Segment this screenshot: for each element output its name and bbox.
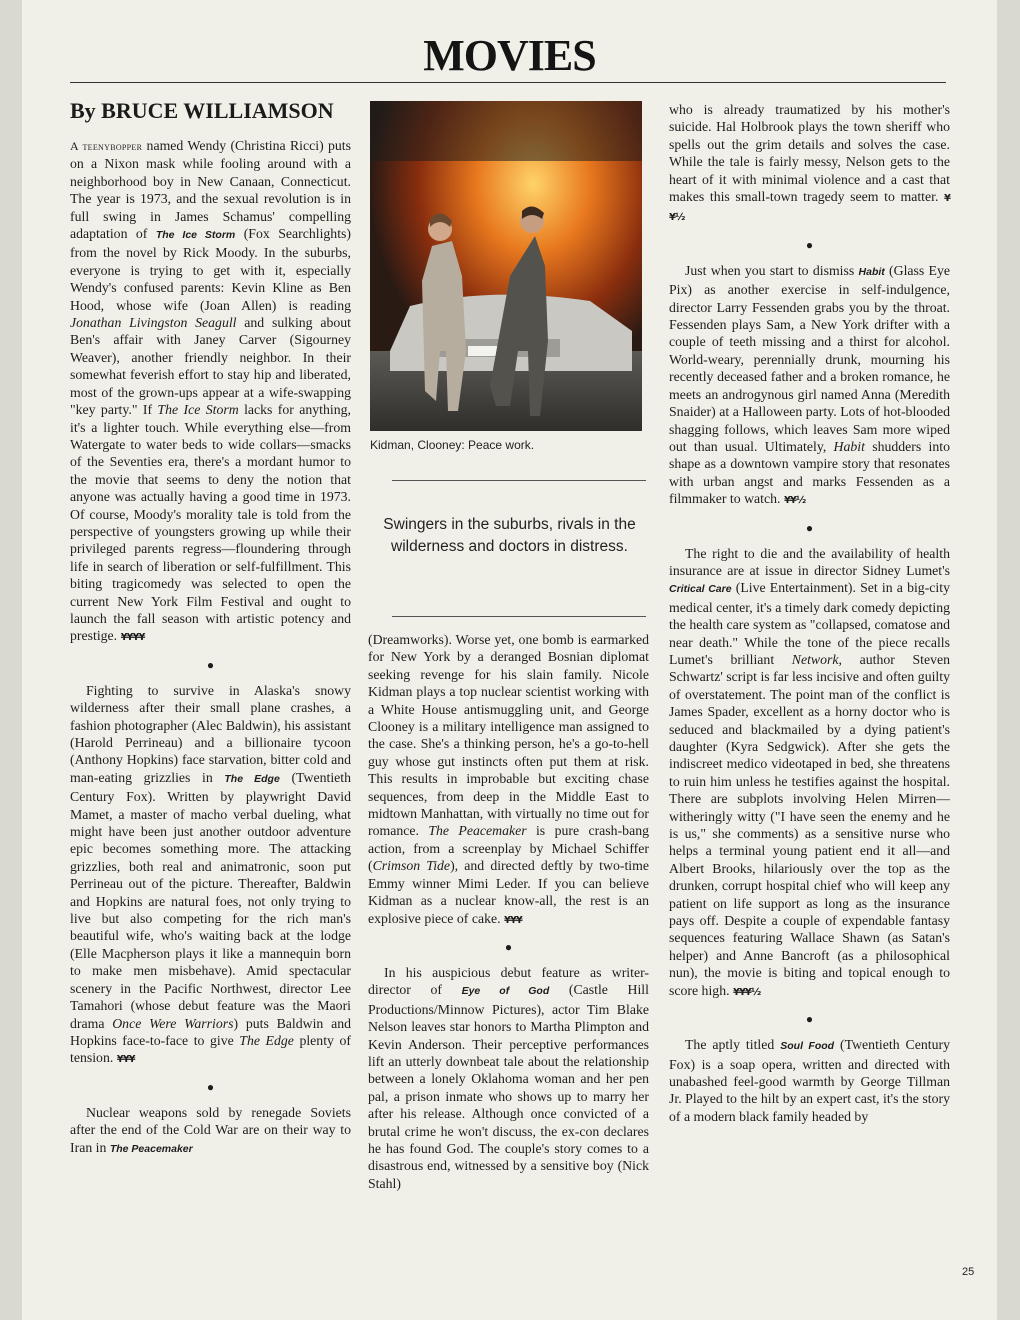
pullquote-rule-bottom (392, 616, 646, 617)
photo-illustration (370, 101, 642, 431)
film-title: Critical Care (669, 583, 732, 596)
byline (70, 98, 334, 124)
lead-in: A teenybopper (70, 139, 143, 153)
rating-badge: ¥¥¥ (504, 914, 522, 926)
review-peacemaker: (Dreamworks). Worse yet, one bomb is earmarked for New York by a deranged Bosnian diplomat seeking revenge for his slain family. Nicole Kidman plays a top nuclear scientist working with a White House antismuggling unit, and George Clooney is a military intelligence man assigned to the case. She's a thinking person, he's a go-to-hell guy whose gut instincts often put them at risk. This results in improbable but exciting chase sequences, from deep in the Middle East to midtown Manhattan, with virtually no time out for romance. The Peacemaker is pure crash-bang action, from a screenplay by Michael Schiffer (Crimson Tide), and directed deftly by two-time Emmy winner Mimi Leder. If you can believe Kidman as a nuclear know-all, the rest is an explosive piece of cake. ¥¥¥ (368, 632, 649, 926)
section-bullet: ● (206, 657, 215, 672)
review-eye-of-god: In his auspicious debut feature as writer-director of Eye of God (Castle Hill Productions/Minnow Pictures), actor Tim Blake Nelson leaves star honors to Martha Plimpton and Kevin Anderson. Their perceptive performances lift an utterly downbeat tale about the relationship between a lonely Oklahoma woman and her pen pal, a prison inmate who shows up to marry her after his release. Although once convicted of a brutal crime he won't discuss, the ex-con declares he has found God. The couple's story comes to a disastrous end, witnessed by a sensitive boy (Nick Stahl) (368, 964, 649, 1191)
title-rule (70, 82, 946, 83)
review-habit: Just when you start to dismiss Habit (Glass Eye Pix) as another exercise in self-indulgence, director Larry Fessenden grabs you by the throat. Fessenden plays Sam, a New York drifter with a couple of teeth missing and a thirst for alcohol. World-weary, perennially drunk, mourning his recently deceased father and a broken romance, he meets an androgynous girl named Anna (Meredith Snaider) at a Halloween party. Lots of hot-blooded shagging follows, which leaves Sam more wiped out than usual. Ultimately, Habit shudders into shape as a downtown vampire story that resonates with urban angst and marks Fessenden as a filmmaker to watch. ¥¥½ (669, 262, 950, 507)
review-eye-of-god-cont: who is already traumatized by his mother's suicide. Hal Holbrook plays the town sheriff who spells out the grim details and solves the case. While the tale is fairly messy, Nelson gets to the heart of it with minimal violence and a cast that makes this small-town tragedy seem to matter. ¥¥½ (669, 102, 950, 224)
film-title: Soul Food (780, 1040, 835, 1053)
review-soul-food: The aptly titled Soul Food (Twentieth Century Fox) is a soap opera, written and directed with unabashed feel-good warmth by George Tillman Jr. Played to the hilt by an expert cast, it's the story of a modern black family headed by (669, 1037, 950, 1124)
photo-caption: Kidman, Clooney: Peace work. (370, 438, 535, 452)
review-peacemaker-start: Nuclear weapons sold by renegade Soviets after the end of the Cold War are on their way to Iran in The Peacemaker (70, 1104, 351, 1155)
column-1 (70, 137, 351, 1158)
pullquote-rule-top (392, 480, 646, 481)
rating-badge: ¥¥½ (783, 495, 806, 507)
rating-badge: ¥¥¥½ (733, 986, 761, 998)
film-title: Habit (858, 265, 885, 278)
rating-badge: ¥¥¥ (116, 1054, 135, 1066)
film-title: The Ice Storm (155, 229, 236, 242)
section-title: MOVIES (423, 31, 596, 80)
section-bullet: ● (504, 939, 513, 954)
section-bullet: ● (805, 520, 814, 535)
section-bullet: ● (805, 237, 814, 252)
page-number: 25 (962, 1266, 975, 1278)
rating-badge: ¥¥¥¥ (120, 632, 145, 644)
pull-quote: Swingers in the suburbs, rivals in the wilderness and doctors in distress. (383, 516, 636, 555)
review-the-edge: Fighting to survive in Alaska's snowy wilderness after their small plane crashes, a fashion photographer (Alec Baldwin), his assistant (Harold Perrineau) and a billionaire tycoon (Anthony Hopkins) face starvation, bitter cold and man-eating grizzlies in The Edge (Twentieth Century Fox). Written by playwright David Mamet, a master of macho verbal dueling, what might have been just another outdoor adventure epic becomes something more. The attacking grizzlies, both real and animatronic, soon put Perrineau out of the picture. Thereafter, Baldwin and Hopkins are natural foes, not only trying to live but also competing for the rich man's beautiful wife, who's waiting back at the lodge (Elle Macpherson plays it like a mannequin born to make men misbehave). Amid spectacular scenery in the Pacific Northwest, director Lee Tamahori (whose debut feature was the Maori drama Once Were Warriors) puts Baldwin and Hopkins face-to-face to give The Edge plenty of tension. ¥¥¥ (70, 682, 352, 1066)
column-3 (669, 101, 950, 1125)
rating-badge: ¥¥½ (669, 193, 950, 224)
column-2 (368, 631, 649, 1192)
film-title: The Peacemaker (109, 1142, 193, 1155)
section-bullet: ● (805, 1012, 814, 1027)
section-bullet: ● (206, 1079, 215, 1094)
byline-text: By BRUCE WILLIAMSON (70, 98, 334, 123)
review-critical-care: The right to die and the availability of health insurance are at issue in director Sidney Lumet's Critical Care (Live Entertainment). Set in a big-city medical center, it's a timely dark comedy depicting the health care system as "collapsed, comatose and near death." While the tone of the piece recalls Lumet's brilliant Network, author Steven Schwartz' script is far less incisive and often guilty of overstatement. The point man of the conflict is James Spader, excellent as a horny doctor who is seduced and blackmailed by a dying patient's daughter (Kyra Sedgwick). After she gets the indiscreet medico videotaped in bed, she threatens to ruin him unless he testifies against the hospital. There are subplots involving Helen Mirren—witheringly witty ("I have seen the enemy and he is us," she comments) as a sensitive nurse who helps a terminal young patient end it all—and Albert Brooks, hilariously over the top as the drunken, corrupt hospital chief who will keep any patient on life support as long as the insurance pays off. Despite a couple of expendable fantasy sequences featuring Wallace Shawn (as Satan's helper) and Anne Bancroft (as a philosophical nun), the movie is biting and topical enough to score high. ¥¥¥½ (669, 545, 950, 998)
magazine-page (22, 0, 997, 1320)
film-title: The Edge (224, 772, 280, 785)
movie-still-photo (370, 101, 642, 431)
film-title: Eye of God (461, 985, 550, 998)
review-ice-storm: A teenybopper named Wendy (Christina Ricci) puts on a Nixon mask while fooling around with a neighborhood boy in New Canaan, Connecticut. The year is 1973, and the sexual revolution is in full swing in James Schamus' compelling adaptation of The Ice Storm (Fox Searchlights) from the novel by Rick Moody. In the suburbs, everyone is trying to get with it, especially Wendy's confused parents: Kevin Kline as Ben Hood, whose wife (Joan Allen) is reading Jonathan Livingston Seagull and sulking about Ben's affair with Janey Carver (Sigourney Weaver), another friendly neighbor. In their somewhat feverish effort to stay hip and liberated, most of the grown-ups appear at a wife-swapping "key party." If The Ice Storm lacks for anything, it's a lighter touch. While everything else—from Watergate to water beds to wide collars—smacks of the Seventies era, there's a mordant humor to the movie that seems to deny the notion that anyone was actually having a good time in 1973. Of course, Moody's morality tale is told from the perspective of youngsters growing up while their privileged parents regress—floundering through life in search of liberation or self-fulfillment. This biting tragicomedy was selected to open the current New York Film Festival and ought to launch the fall season with artistic potency and prestige. ¥¥¥¥ (70, 138, 352, 644)
